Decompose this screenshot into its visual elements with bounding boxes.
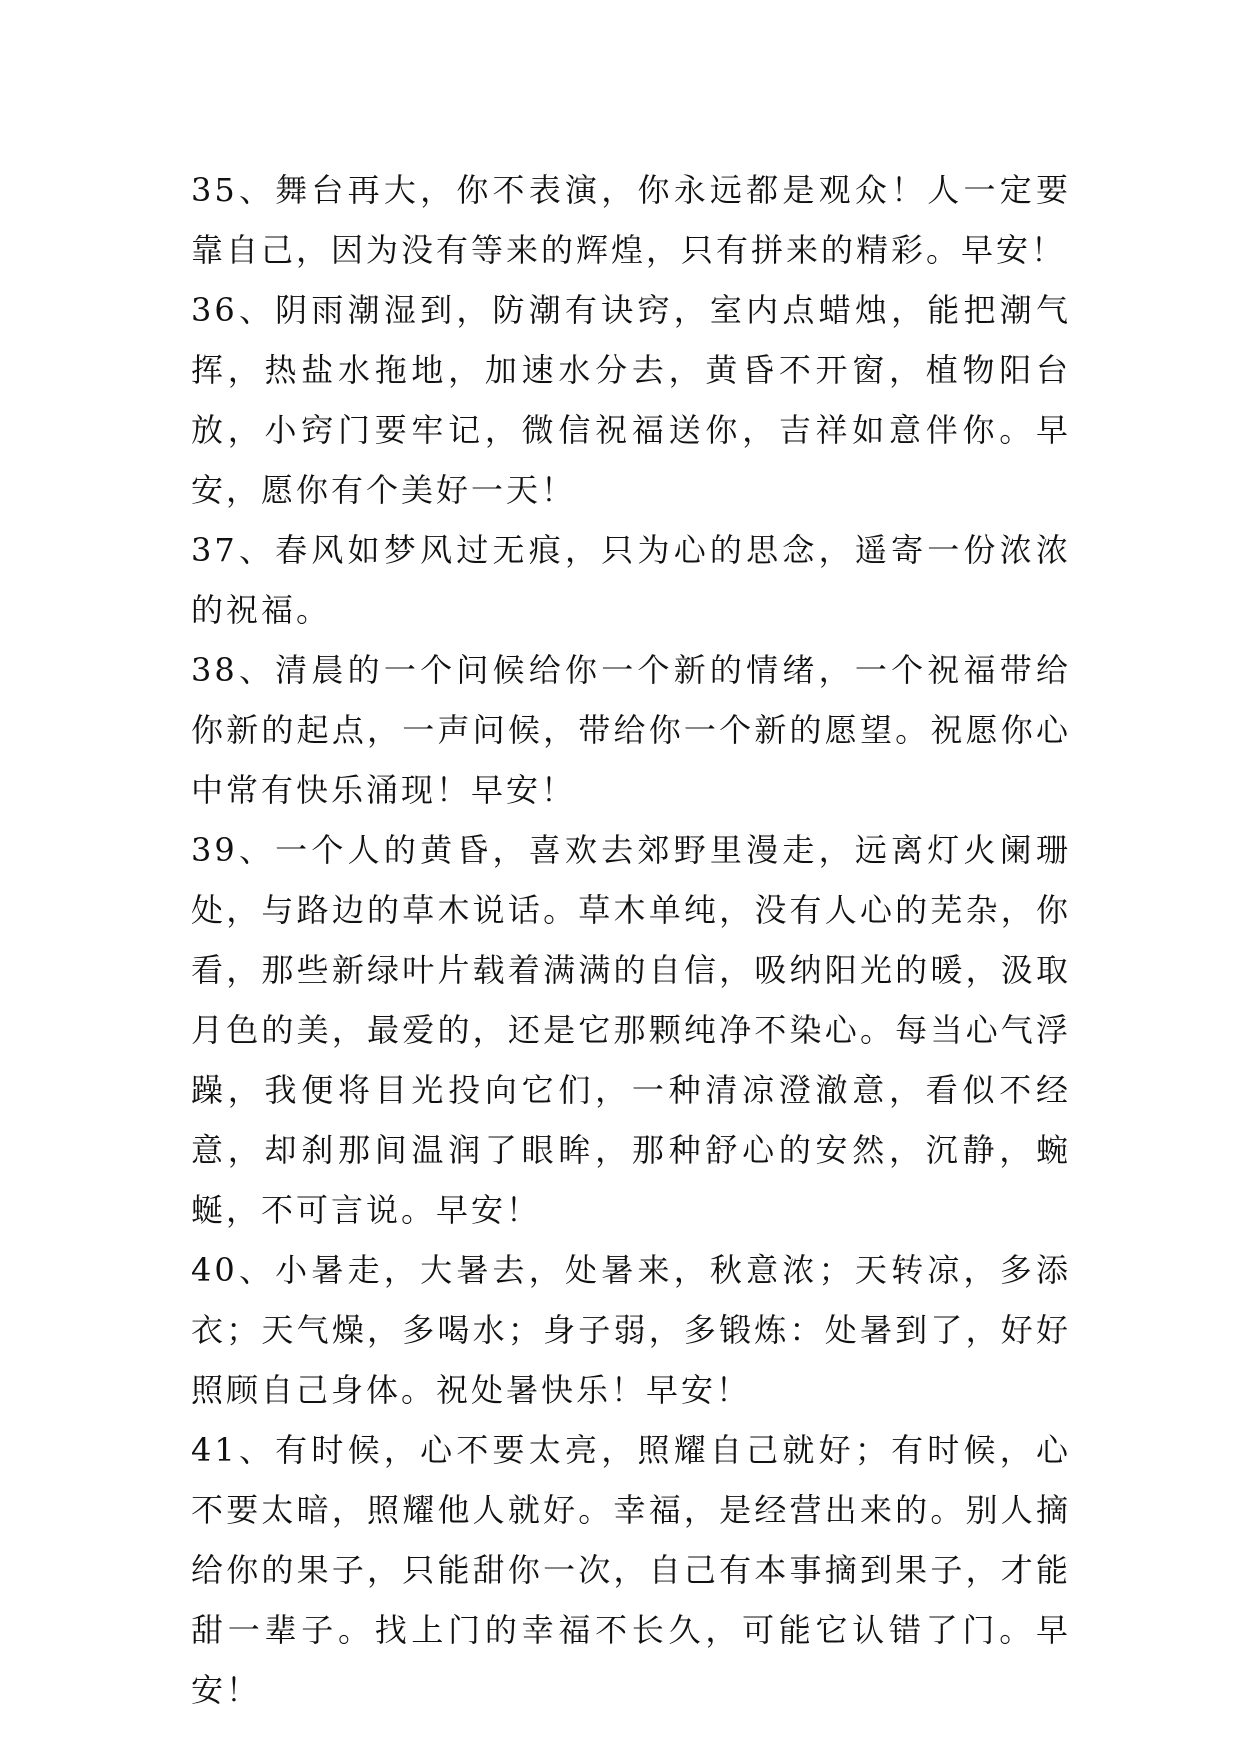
entry-37: 37、春风如梦风过无痕，只为心的思念，遥寄一份浓浓的祝福。 [191, 531, 1071, 629]
entry-36: 36、阴雨潮湿到，防潮有诀窍，室内点蜡烛，能把潮气挥，热盐水拖地，加速水分去，黄昏不开窗，植物阳台放，小窍门要牢记，微信祝福送你，吉祥如意伴你。早安，愿你有个美好一天！ [191, 291, 1071, 509]
entry-38: 38、清晨的一个问候给你一个新的情绪，一个祝福带给你新的起点，一声问候，带给你一个新的愿望。祝愿你心中常有快乐涌现！早安！ [191, 651, 1071, 809]
entry-40: 40、小暑走，大暑去，处暑来，秋意浓；天转凉，多添衣；天气燥，多喝水；身子弱，多锻炼：处暑到了，好好照顾自己身体。祝处暑快乐！早安！ [191, 1251, 1071, 1409]
entry-35: 35、舞台再大，你不表演，你永远都是观众！人一定要靠自己，因为没有等来的辉煌，只有拼来的精彩。早安！ [191, 171, 1071, 269]
entry-41: 41、有时候，心不要太亮，照耀自己就好；有时候，心不要太暗，照耀他人就好。幸福，是经营出来的。别人摘给你的果子，只能甜你一次，自己有本事摘到果子，才能甜一辈子。找上门的幸福不长久，可能它认错了门。早安！ [191, 1431, 1071, 1709]
entry-39: 39、一个人的黄昏，喜欢去郊野里漫走，远离灯火阑珊处，与路边的草木说话。草木单纯，没有人心的芜杂，你看，那些新绿叶片载着满满的自信，吸纳阳光的暖，汲取月色的美，最爱的，还是它那颗纯净不染心。每当心气浮躁，我便将目光投向它们，一种清凉澄澈意，看似不经意，却刹那间温润了眼眸，那种舒心的安然，沉静，蜿蜒，不可言说。早安！ [191, 831, 1071, 1229]
document-page [191, 160, 1071, 1720]
